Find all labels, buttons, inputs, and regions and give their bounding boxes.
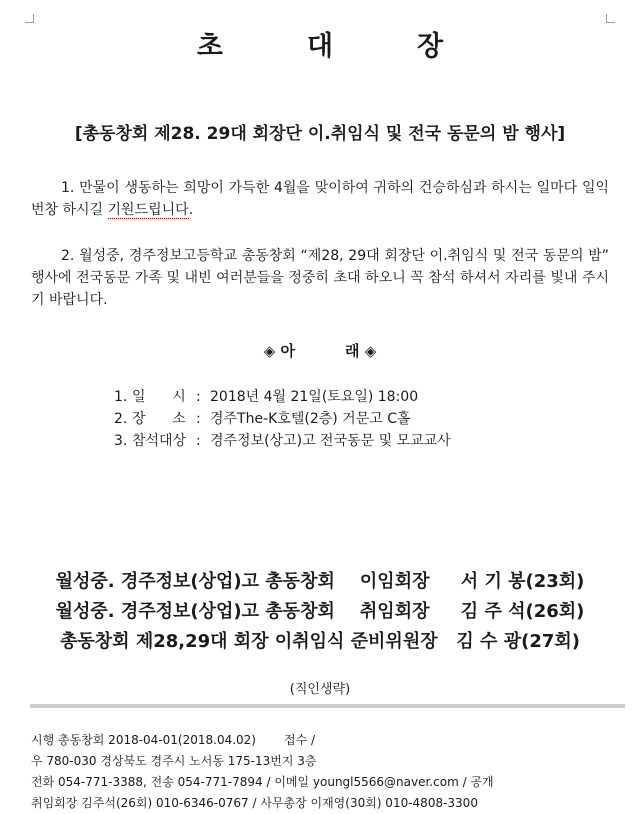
footer-line-issue [31,730,494,751]
footer-line-address: 우 780-030 경상북도 경주시 노서동 175-13번지 3층 [31,754,317,768]
detail-value: 경주정보(상고)고 전국동문 및 모교교사 [210,433,451,449]
detail-number: 3. [114,433,128,449]
paragraph-greeting-end: . [188,202,194,218]
footer-line-contact: 전화 054-771-3388, 전송 054-771-7894 / 이메일 youngl5566@naver.com / 공개 [31,775,494,789]
detail-row-datetime [114,386,451,408]
detail-colon: : [196,433,201,449]
event-subtitle: [총동창회 제28. 29대 회장단 이.취임식 및 전국 동문의 밤 행사] [74,124,566,144]
detail-label: 참석대상 [132,433,187,449]
signatory-committee-chair: 총동창회 제28,29대 회장 이취임식 준비위원장 김 수 광(27회) [60,631,580,652]
signatory-outgoing-president: 월성중. 경주정보(상업)고 총동창회 이임회장 서 기 봉(23회) [55,571,585,592]
detail-label: 일 시 [132,389,186,405]
document-footer [31,730,494,814]
spellcheck-underlined-word: 기원드립니다 [107,202,189,218]
paragraph-greeting-text: 1. 만물이 생동하는 희망이 가득한 4월을 맞이하여 귀하의 건승하심과 하시는 일마다 일익번창 하시길 [31,180,609,218]
detail-number: 2. [114,411,128,427]
page-corner-mark-top-left [25,14,34,23]
title-char-3: 장 [417,31,444,62]
detail-label: 장 소 [132,411,186,427]
notice-heading-right: 래 ◈ [345,342,377,360]
paragraph-greeting [31,177,609,221]
signatory-incoming-president: 월성중. 경주정보(상업)고 총동창회 취임회장 김 주 석(26회) [55,601,585,622]
detail-value: 2018년 4월 21일(토요일) 18:00 [210,389,419,405]
notice-heading-left: ◈ 아 [263,342,295,360]
signatories-block [0,567,640,657]
title-char-2: 대 [306,31,334,62]
seal-omitted-note: (직인생략) [289,682,351,697]
document-title [0,24,640,63]
title-char-1: 초 [196,31,223,62]
footer-issue-info: 시행 총동창회 2018-04-01(2018.04.02) [31,733,256,747]
detail-row-attendees [114,430,451,452]
footer-line-officers: 취임회장 김주석(26회) 010-6346-0767 / 사무총장 이재영(30회) 010-4808-3300 [31,796,478,810]
detail-value: 경주The-K호텔(2층) 거문고 C홀 [210,411,411,427]
event-details-list [114,386,451,452]
detail-colon: : [196,411,201,427]
detail-row-venue [114,408,451,430]
detail-number: 1. [114,389,128,405]
notice-heading [0,340,640,361]
footer-divider [30,704,625,708]
paragraph-invitation: 2. 월성중, 경주정보고등학교 총동창회 “제28, 29대 회장단 이.취임식 및 전국 동문의 밤” 행사에 전국동문 가족 및 내빈 여러분들을 정중히 초대 하오니 꼭 참석 하셔서 자리를 빛내 주시기 바랍니다. [31,248,609,308]
footer-receipt: 접수 / [284,733,316,747]
page-corner-mark-top-right [606,14,615,23]
detail-colon: : [196,389,201,405]
